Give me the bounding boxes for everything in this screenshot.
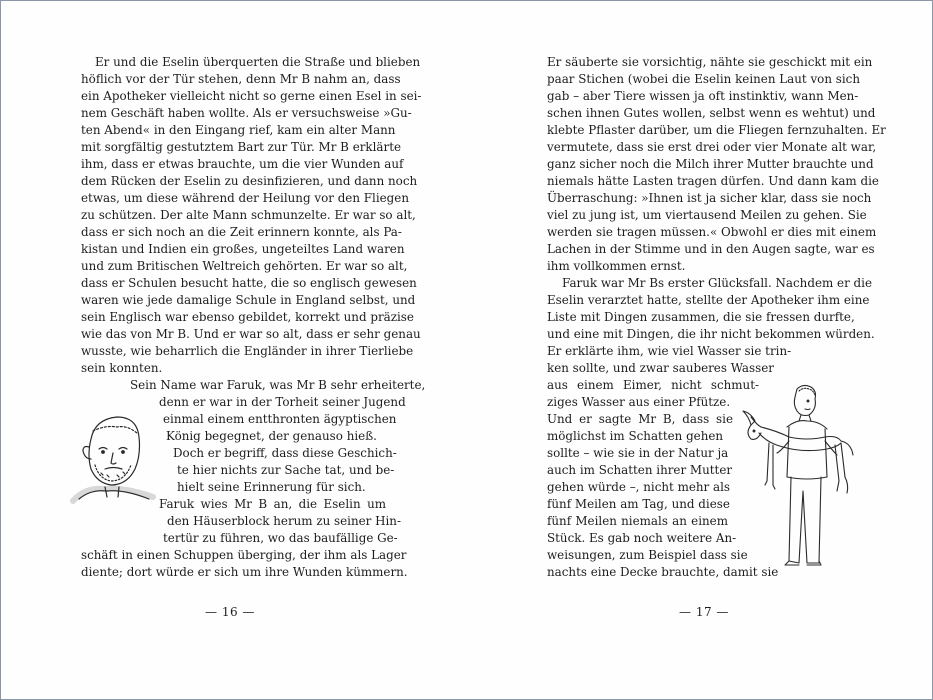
text-line: klebte Pflaster darüber, um die Fliegen fernzuhalten. Er — [547, 123, 886, 137]
text-line: einmal einem entthronten ägyptischen — [163, 412, 397, 426]
text-line: auch im Schatten ihrer Mutter — [547, 463, 733, 477]
text-line: schäft in einen Schuppen überging, der ihm als Lager — [81, 548, 407, 562]
text-line: waren wie jede damalige Schule in England selbst, und — [81, 293, 416, 307]
text-line: etwas, um diese während der Heilung vor den Fliegen — [81, 191, 409, 205]
text-line: Und er sagte Mr B, dass sie — [547, 412, 733, 426]
text-line: paar Stichen (wobei die Eselin keinen Laut von sich — [547, 72, 860, 86]
text-line: und eine mit Dingen, die ihr nicht bekommen würden. — [547, 327, 875, 341]
text-line: Doch er begriff, dass diese Geschich- — [173, 446, 397, 460]
text-line: tertür zu führen, wo das baufällige Ge- — [163, 531, 398, 545]
text-line: viel zu jung ist, um viertausend Meilen zu gehen. Sie — [547, 208, 867, 222]
text-line: ten Abend« in den Eingang rief, kam ein alter Mann — [81, 123, 396, 137]
faruk-illustration — [65, 409, 157, 509]
text-line: Überraschung: »Ihnen ist ja sicher klar, dass sie noch — [547, 191, 872, 205]
text-line: nem Geschäft haben wollte. Als er versuchsweise »Gu- — [81, 106, 412, 120]
text-line: König begegnet, der genauso hieß. — [166, 429, 377, 443]
text-line: Stück. Es gab noch weitere An- — [547, 531, 737, 545]
text-line: Sein Name war Faruk, was Mr B sehr erheiterte, — [130, 378, 426, 392]
text-line: sein konnten. — [81, 361, 163, 375]
text-line: Liste mit Dingen zusammen, die sie fressen durfte, — [547, 310, 855, 324]
text-line: wie das von Mr B. Und er war so alt, dass er sehr genau — [81, 327, 421, 341]
text-line: te hier nichts zur Sache tat, und be- — [177, 463, 395, 477]
text-line: Lachen in der Stimme und in den Augen sagte, war es — [547, 242, 875, 256]
text-line: Eselin verarztet hatte, stellte der Apotheker ihm eine — [547, 293, 870, 307]
text-line: höflich vor der Tür stehen, denn Mr B nahm an, dass — [81, 72, 401, 86]
text-line: ihm, dass er etwas brauchte, um die vier Wunden auf — [81, 157, 404, 171]
text-line: kistan und Indien ein großes, ungeteiltes Land waren — [81, 242, 405, 256]
text-line: ziges Wasser aus einer Pfütze. — [547, 395, 731, 409]
text-line: Er und die Eselin überquerten die Straße und blieben — [95, 55, 421, 69]
text-line: ken sollte, und zwar sauberes Wasser — [547, 361, 774, 375]
text-line: werden sie tragen müssen.« Obwohl er dies mit einem — [547, 225, 877, 239]
text-line: ihm vollkommen ernst. — [547, 259, 686, 273]
text-line: mit sorgfältig gestutztem Bart zur Tür. Mr B erklärte — [81, 140, 402, 154]
text-line: Faruk wies Mr B an, die Eselin um — [159, 497, 386, 511]
text-line: und zum Britischen Weltreich gehörten. Er war so alt, — [81, 259, 408, 273]
text-line: nachts eine Decke brauchte, damit sie — [547, 565, 779, 579]
text-line: ganz sicher noch die Milch ihrer Mutter brauchte und — [547, 157, 874, 171]
text-line: dass er Schulen besucht hatte, die so englisch gewesen — [81, 276, 417, 290]
text-line: dass er sich noch an die Zeit erinnern konnte, als Pa- — [81, 225, 402, 239]
text-line: aus einem Eimer, nicht schmut- — [547, 378, 759, 392]
right-page — [467, 1, 932, 699]
text-line: möglichst im Schatten gehen — [547, 429, 724, 443]
text-line: sein Englisch war ebenso gebildet, korrekt und präzise — [81, 310, 414, 324]
text-line: Er säuberte sie vorsichtig, nähte sie geschickt mit ein — [547, 55, 873, 69]
text-line: gehen würde –, nicht mehr als — [547, 480, 730, 494]
text-line: sollte – wie sie in der Natur ja — [547, 446, 729, 460]
text-line: wusste, wie beharrlich die Engländer in ihrer Tierliebe — [81, 344, 414, 358]
text-line: gab – aber Tiere wissen ja oft instinktiv, wann Men- — [547, 89, 859, 103]
text-line: zu schützen. Der alte Mann schmunzelte. Er war so alt, — [81, 208, 416, 222]
text-line: niemals hätte Lasten tragen dürfen. Und dann kam die — [547, 174, 879, 188]
page-number: — 16 — — [205, 605, 255, 619]
page-number: — 17 — — [679, 605, 729, 619]
text-line: vermutete, dass sie erst drei oder vier Monate alt war, — [547, 140, 877, 154]
text-line: denn er war in der Torheit seiner Jugend — [159, 395, 406, 409]
text-line: fünf Meilen am Tag, und diese — [547, 497, 730, 511]
text-line: weisungen, zum Beispiel dass sie — [547, 548, 748, 562]
left-page — [1, 1, 467, 699]
text-line: fünf Meilen niemals an einem — [547, 514, 728, 528]
text-line: hielt seine Erinnerung für sich. — [177, 480, 366, 494]
text-line: diente; dort würde er sich um ihre Wunden kümmern. — [81, 565, 408, 579]
text-line: Er erklärte ihm, wie viel Wasser sie trin- — [547, 344, 792, 358]
text-line: schen ihnen Gutes wollen, selbst wenn es wehtut) und — [547, 106, 876, 120]
man-carrying-donkey-illustration — [737, 381, 857, 571]
text-line: Faruk war Mr Bs erster Glücksfall. Nachdem er die — [562, 276, 872, 290]
text-line: ein Apotheker vielleicht nicht so gerne einen Esel in sei- — [81, 89, 422, 103]
text-line: den Häuserblock herum zu seiner Hin- — [167, 514, 401, 528]
text-line: dem Rücken der Eselin zu desinfizieren, und dann noch — [81, 174, 418, 188]
